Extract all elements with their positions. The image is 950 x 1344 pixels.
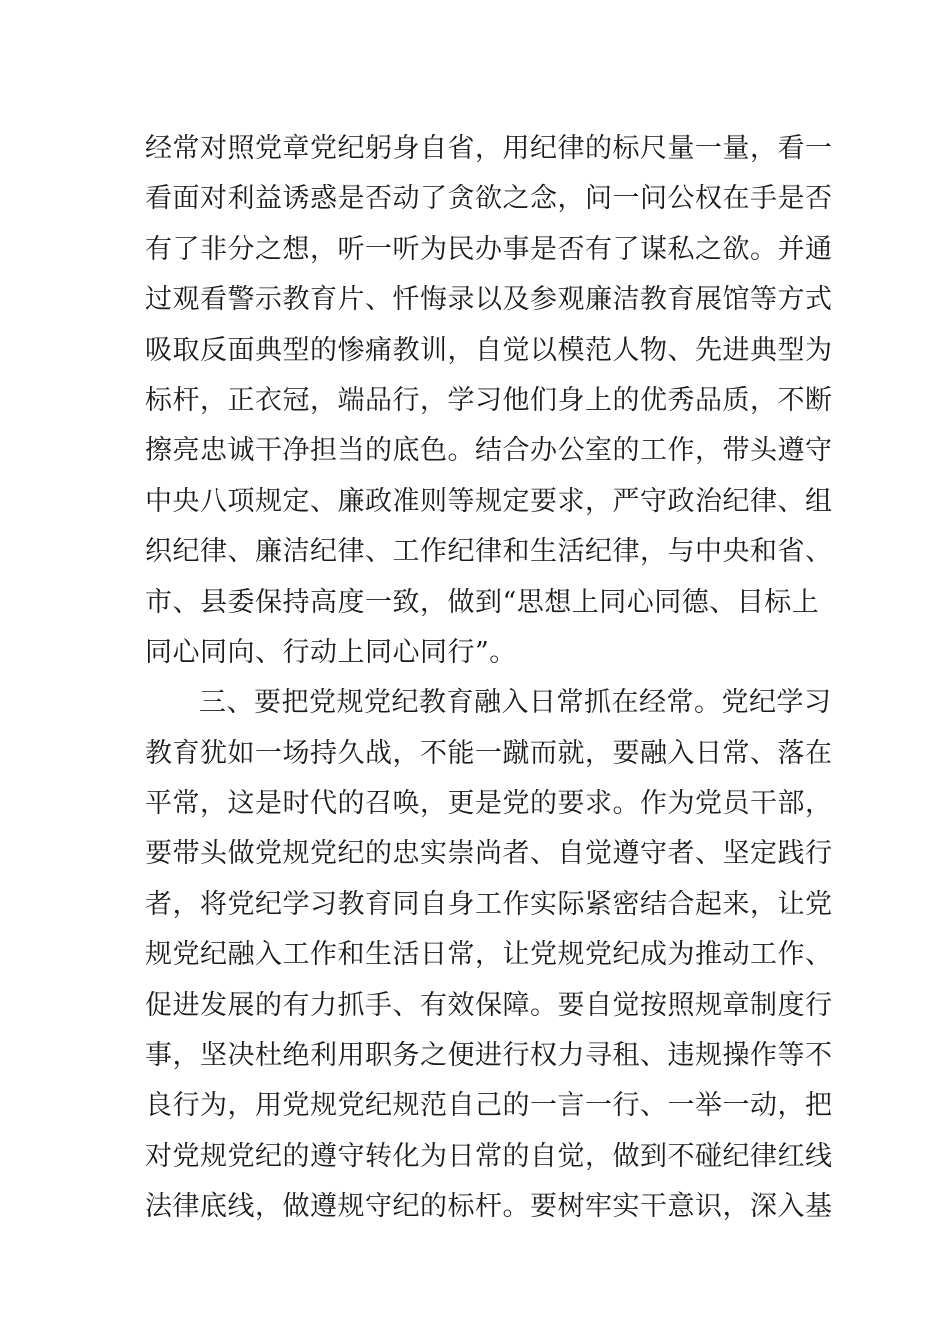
text-line: 擦亮忠诚干净担当的底色。结合办公室的工作，带头遵守	[145, 435, 833, 467]
text-line: 织纪律、廉洁纪律、工作纪律和生活纪律，与中央和省、	[145, 536, 833, 568]
text-line: 平常，这是时代的召唤，更是党的要求。作为党员干部，	[145, 788, 833, 820]
text-line: 同心同向、行动上同心同行”。	[145, 636, 517, 668]
text-line: 吸取反面典型的惨痛教训，自觉以模范人物、先进典型为	[145, 334, 833, 366]
text-line: 对党规党纪的遵守转化为日常的自觉，做到不碰纪律红线	[145, 1140, 833, 1172]
text-line: 法律底线，做遵规守纪的标杆。要树牢实干意识，深入基	[145, 1191, 833, 1223]
text-line: 事，坚决杜绝利用职务之便进行权力寻租、违规操作等不	[145, 1040, 833, 1072]
text-line: 良行为，用党规党纪规范自己的一言一行、一举一动，把	[145, 1090, 833, 1122]
body-text	[145, 124, 833, 1233]
text-line: 教育犹如一场持久战，不能一蹴而就，要融入日常、落在	[145, 737, 833, 769]
text-line: 过观看警示教育片、忏悔录以及参观廉洁教育展馆等方式	[145, 284, 833, 316]
text-line: 中央八项规定、廉政准则等规定要求，严守政治纪律、组	[145, 485, 833, 517]
text-line: 者，将党纪学习教育同自身工作实际紧密结合起来，让党	[145, 888, 833, 920]
text-line: 规党纪融入工作和生活日常，让党规党纪成为推动工作、	[145, 939, 833, 971]
text-line: 促进发展的有力抓手、有效保障。要自觉按照规章制度行	[145, 989, 833, 1021]
text-line: 有了非分之想，听一听为民办事是否有了谋私之欲。并通	[145, 233, 833, 265]
text-line: 市、县委保持高度一致，做到“思想上同心同德、目标上	[145, 586, 820, 618]
text-line: 看面对利益诱惑是否动了贪欲之念，问一问公权在手是否	[145, 183, 833, 215]
text-line: 经常对照党章党纪躬身自省，用纪律的标尺量一量，看一	[145, 133, 833, 164]
text-line: 标杆，正衣冠，端品行，学习他们身上的优秀品质，不断	[145, 384, 833, 416]
section-heading-line: 三、要把党规党纪教育融入日常抓在经常。党纪学习	[199, 687, 832, 719]
text-line: 要带头做党规党纪的忠实崇尚者、自觉遵守者、坚定践行	[145, 838, 833, 870]
